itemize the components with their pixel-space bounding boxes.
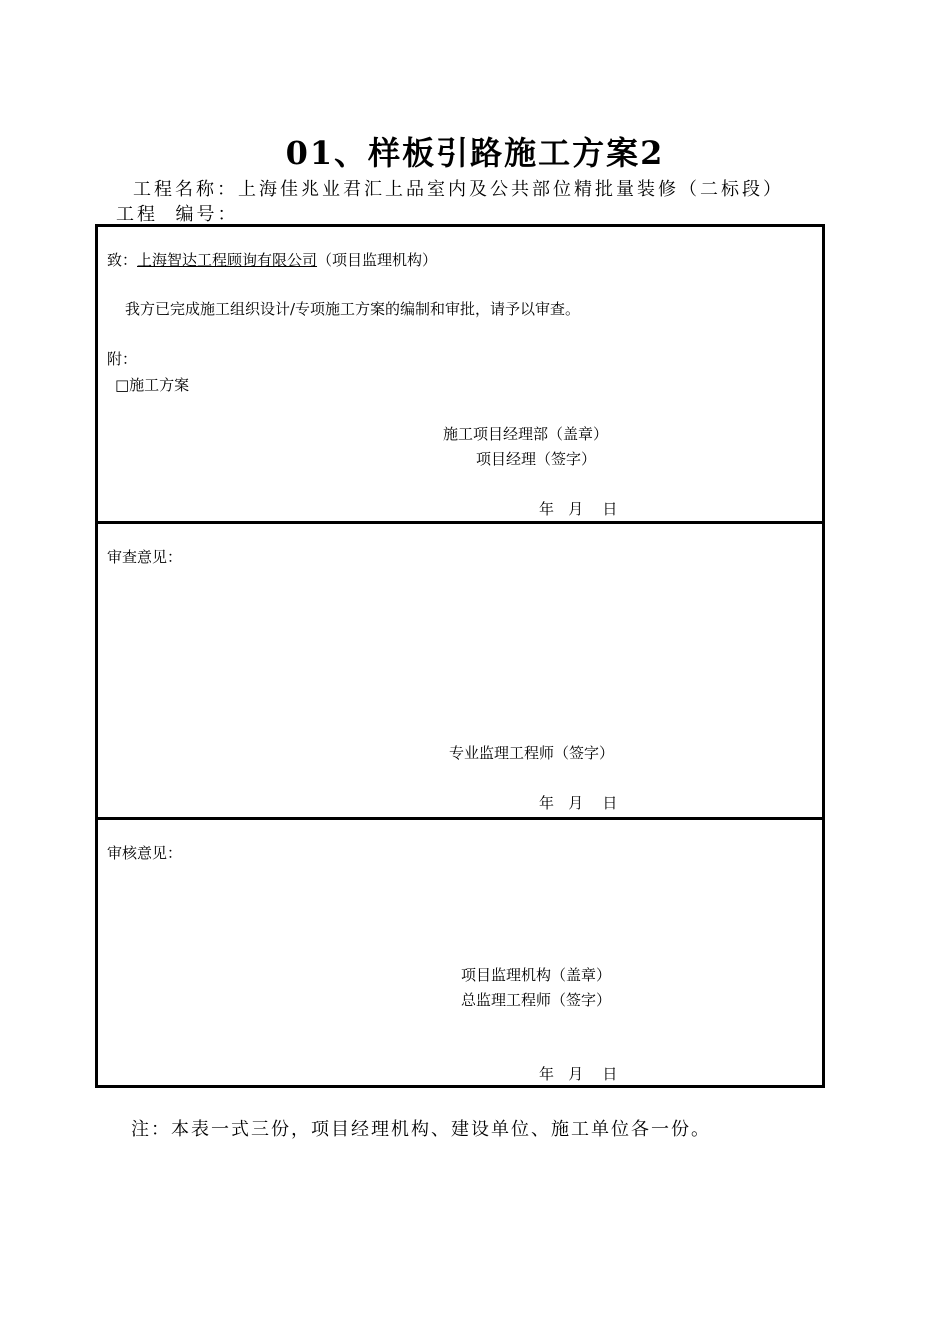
project-number: 工程 编号： [116,204,239,225]
project-manager-signature-label: 项目经理（签字） [476,450,597,468]
review-opinion-label: 审查意见： [107,548,183,566]
date-line: 年 月 日 [539,794,618,812]
review-section [98,521,822,820]
approval-opinion-label: 审核意见： [107,844,183,862]
contractor-seal-label: 施工项目经理部（盖章） [443,425,609,443]
recipient-name: 上海智达工程顾询有限公司 [137,251,318,269]
to-prefix: 致： [107,251,138,269]
recipient-line [107,249,437,270]
page-title: 01、样板引路施工方案2 [285,134,665,172]
supervision-org-seal-label: 项目监理机构（盖章） [461,966,612,984]
date-line: 年 月 日 [539,1065,618,1083]
recipient-suffix: （项目监理机构） [317,251,438,269]
approval-section [98,817,822,1085]
form-table [95,224,825,1088]
supervising-engineer-signature-label: 专业监理工程师（签字） [449,744,615,762]
attachment-label: 附： [107,350,138,368]
submission-section [98,227,822,521]
submission-body: 我方已完成施工组织设计/专项施工方案的编制和审批，请予以审查。 [125,300,581,318]
footer-note: 注：本表一式三份，项目经理机构、建设单位、施工单位各一份。 [131,1119,711,1140]
attachment-checkbox-construction-plan[interactable]: □施工方案 [115,376,190,394]
chief-engineer-signature-label: 总监理工程师（签字） [461,991,612,1009]
date-line: 年 月 日 [539,500,618,518]
project-name: 工程名称：上海佳兆业君汇上品室内及公共部位精批量装修（二标段） [133,179,784,200]
